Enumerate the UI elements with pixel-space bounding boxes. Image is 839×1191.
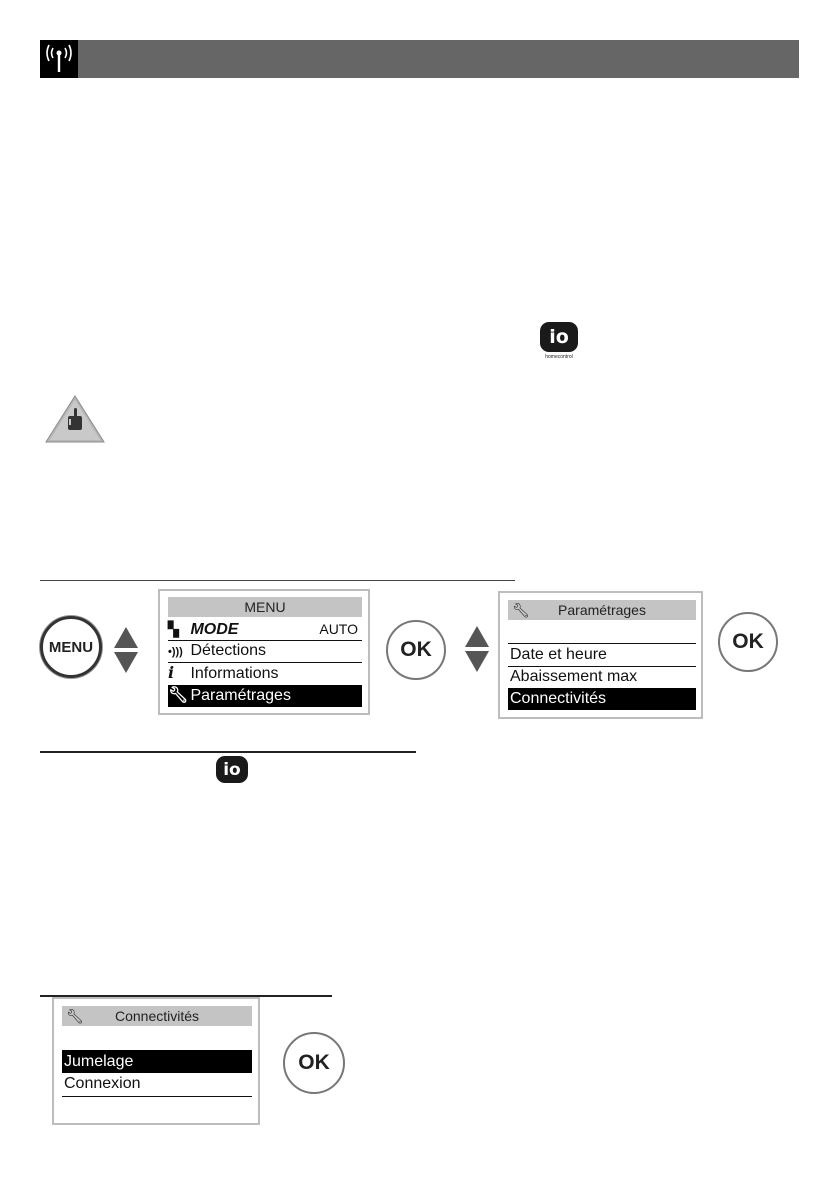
- conn-row-jumelage[interactable]: Jumelage: [62, 1050, 252, 1073]
- io-logo-caption: homecontrol: [545, 354, 573, 360]
- section-divider: [40, 580, 515, 581]
- menu-row-detections-label: Détections: [190, 642, 267, 659]
- menu-button[interactable]: [40, 616, 102, 678]
- row-divider: [62, 1096, 252, 1097]
- menu-row-mode-label: MODE: [190, 621, 239, 638]
- parametrages-title-label: Paramétrages: [558, 602, 646, 618]
- menu-row-parametrages-label: Paramétrages: [190, 687, 291, 704]
- arrow-up-icon[interactable]: [114, 627, 138, 648]
- wrench-icon: 🔧︎: [512, 602, 530, 618]
- menu-row-parametrages[interactable]: [168, 685, 362, 707]
- param-row-abaissement-max[interactable]: Abaissement max: [510, 668, 638, 685]
- conn-row-connexion[interactable]: Connexion: [64, 1075, 141, 1092]
- menu-button-label: MENU: [48, 638, 94, 656]
- io-logo-text: io: [223, 759, 241, 780]
- io-logo-text: io: [549, 326, 569, 348]
- io-homecontrol-logo: [216, 756, 248, 783]
- ok-button[interactable]: [718, 612, 778, 672]
- menu-row-mode[interactable]: [168, 619, 362, 639]
- parametrages-screen-title: [508, 600, 696, 620]
- ok-button[interactable]: [386, 620, 446, 680]
- ok-button-label: OK: [732, 630, 764, 653]
- arrow-down-icon[interactable]: [114, 652, 138, 673]
- menu-row-detections[interactable]: [168, 641, 362, 661]
- menu-screen-title: MENU: [168, 597, 362, 617]
- info-icon: i: [168, 663, 175, 682]
- menu-screen: [158, 589, 370, 715]
- antenna-signal-icon: [40, 40, 78, 78]
- section-divider: [40, 751, 416, 753]
- connectivites-screen-title: [62, 1006, 252, 1026]
- mode-icon: ▚: [168, 621, 179, 637]
- wrench-icon: 🔧︎: [66, 1008, 84, 1024]
- menu-row-informations[interactable]: [168, 663, 362, 683]
- connectivites-screen: [52, 997, 260, 1125]
- detections-icon: •))): [168, 646, 183, 658]
- menu-row-informations-label: Informations: [190, 665, 279, 682]
- arrow-up-icon[interactable]: [465, 626, 489, 647]
- note-hand-icon: [44, 394, 106, 446]
- ok-button-label: OK: [298, 1051, 330, 1074]
- section-header-bar: [40, 40, 799, 78]
- row-divider: [508, 643, 696, 644]
- wrench-icon: 🔧︎: [168, 687, 189, 704]
- param-row-connectivites[interactable]: Connectivités: [508, 688, 696, 710]
- connectivites-title-label: Connectivités: [114, 1008, 200, 1024]
- parametrages-screen: [498, 591, 703, 719]
- param-row-date-heure[interactable]: Date et heure: [510, 646, 607, 663]
- arrow-down-icon[interactable]: [465, 651, 489, 672]
- menu-row-mode-value: AUTO: [319, 621, 358, 637]
- io-homecontrol-logo: [540, 322, 578, 352]
- ok-button[interactable]: [283, 1032, 345, 1094]
- ok-button-label: OK: [400, 638, 432, 661]
